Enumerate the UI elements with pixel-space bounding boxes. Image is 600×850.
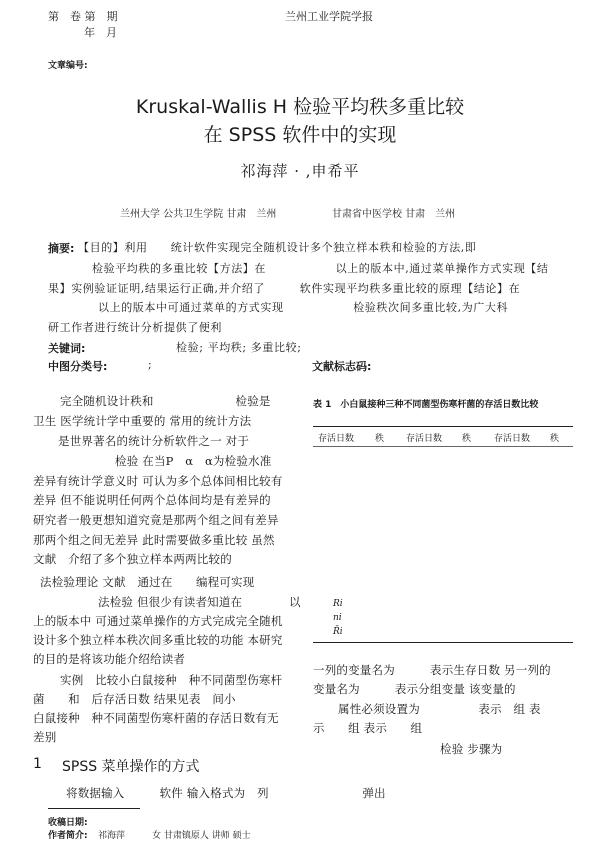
- date-line: 年 月: [84, 26, 117, 39]
- table-header-cell: 秩: [550, 434, 560, 444]
- body-line: 菌 和 后存活日数 结果见表 间小: [33, 692, 236, 706]
- body-line: 实例 比较小白鼠接种 种不同菌型伤寒杆: [60, 673, 283, 687]
- body-line: 属性必须设置为 表示 组 表: [338, 702, 541, 716]
- keywords-text: 检验; 平均秩; 多重比较;: [176, 341, 302, 354]
- abstract-line: 以上的版本中可通过菜单的方式实现 检验秩次间多重比较,为广大科: [98, 301, 509, 314]
- received-date-label: 收稿日期:: [48, 818, 88, 828]
- body-line: 差别: [33, 730, 57, 744]
- body-line: 完全随机设计秩和 检验是: [60, 394, 271, 408]
- body-line: 研究者一般更想知道究竟是那两个组之间有差异: [33, 513, 279, 527]
- article-number-label: 文章编号:: [48, 61, 88, 71]
- issue-line: 第 卷 第 期: [48, 10, 118, 23]
- table-row-label: Ri: [333, 599, 343, 609]
- body-line: 将数据输入 软件 输入格式为 列 弹出: [66, 786, 386, 800]
- body-line: 检验 步骤为: [440, 742, 503, 756]
- table-header-cell: 存活日数: [406, 434, 443, 444]
- body-line: 法检验 但很少有读者知道在 以: [98, 595, 301, 609]
- footnote-rule: [48, 808, 140, 809]
- table-row-label: R̄i: [333, 627, 343, 637]
- abstract-line: 【目的】利用 统计软件实现完全随机设计多个独立样本秩和检验的方法,即: [78, 241, 477, 254]
- body-line: 示 组 表示 组: [313, 721, 423, 735]
- title-line-1: Kruskal-Wallis H 检验平均秩多重比较: [135, 96, 465, 118]
- clc-label: 中图分类号:: [48, 360, 108, 373]
- author-bio-label: 作者简介:: [48, 831, 88, 841]
- abstract-line: 果】实例验证证明,结果运行正确,并介绍了 软件实现平均秩多重比较的原理【结论】在: [48, 282, 521, 295]
- table-header-cell: 秩: [462, 434, 472, 444]
- table-header-cell: 秩: [375, 434, 385, 444]
- affiliation-1: 兰州大学 公共卫生学院 甘肃 兰州: [120, 209, 277, 220]
- document-code-label: 文献标志码:: [312, 360, 372, 373]
- body-line: 文献 介绍了多个独立样本两两比较的: [33, 552, 232, 566]
- table-header-rule: [313, 446, 573, 447]
- body-line: 是世界著名的统计分析软件之一 对于: [58, 434, 250, 448]
- body-line: 差异有统计学意义时 可认为多个总体间相比较有: [33, 474, 283, 488]
- table-caption: 表 1 小白鼠接种三种不同菌型伤寒杆菌的存活日数比较: [313, 400, 539, 410]
- section-title: SPSS 菜单操作的方式: [62, 759, 200, 775]
- body-line: 变量名为 表示分组变量 该变量的: [313, 682, 516, 696]
- body-line: 法检验理论 文献 通过在 编程可实现: [40, 575, 255, 589]
- journal-name: 兰州工业学院学报: [285, 10, 373, 23]
- body-line: 白鼠接种 种不同菌型伤寒杆菌的存活日数有无: [33, 711, 279, 725]
- body-line: 上的版本中 可通过菜单操作的方式完成完全随机: [33, 614, 283, 628]
- abstract-line: 检验平均秩的多重比较【方法】在 以上的版本中,通过菜单操作方式实现【结: [92, 262, 549, 275]
- keywords-label: 关键词:: [48, 342, 86, 355]
- abstract-label: 摘要:: [48, 242, 75, 255]
- body-line: 那两个组之间无差异 此时需要做多重比较 虽然: [33, 533, 275, 547]
- author-bio-text: 祁海萍 女 甘肃镇原人 讲师 硕士: [98, 831, 251, 841]
- table-header-cell: 存活日数: [318, 434, 355, 444]
- body-line: 的目的是将该功能介绍给读者: [33, 652, 186, 666]
- affiliation-2: 甘肃省中医学校 甘肃 兰州: [332, 209, 456, 220]
- authors: 祁海萍 · ,申希平: [240, 162, 360, 180]
- body-line: 设计多个独立样本秩次间多重比较的功能 本研究: [33, 633, 283, 647]
- table-row-label: ni: [333, 613, 342, 623]
- title-line-2: 在 SPSS 软件中的实现: [203, 124, 397, 146]
- table-top-rule: [313, 426, 573, 427]
- body-line: 差异 但不能说明任何两个总体间均是有差异的: [33, 493, 271, 507]
- abstract-line: 研工作者进行统计分析提供了便利: [48, 321, 222, 334]
- clc-separator: ;: [148, 358, 152, 371]
- table-bottom-rule: [313, 642, 573, 643]
- table-header-cell: 存活日数: [494, 434, 531, 444]
- body-line: 卫生 医学统计学中重要的 常用的统计方法: [33, 414, 252, 428]
- body-line: 检验 在当P α α为检验水准: [115, 454, 272, 468]
- section-number: 1: [33, 756, 42, 772]
- body-line: 一列的变量名为 表示生存日数 另一列的: [313, 663, 551, 677]
